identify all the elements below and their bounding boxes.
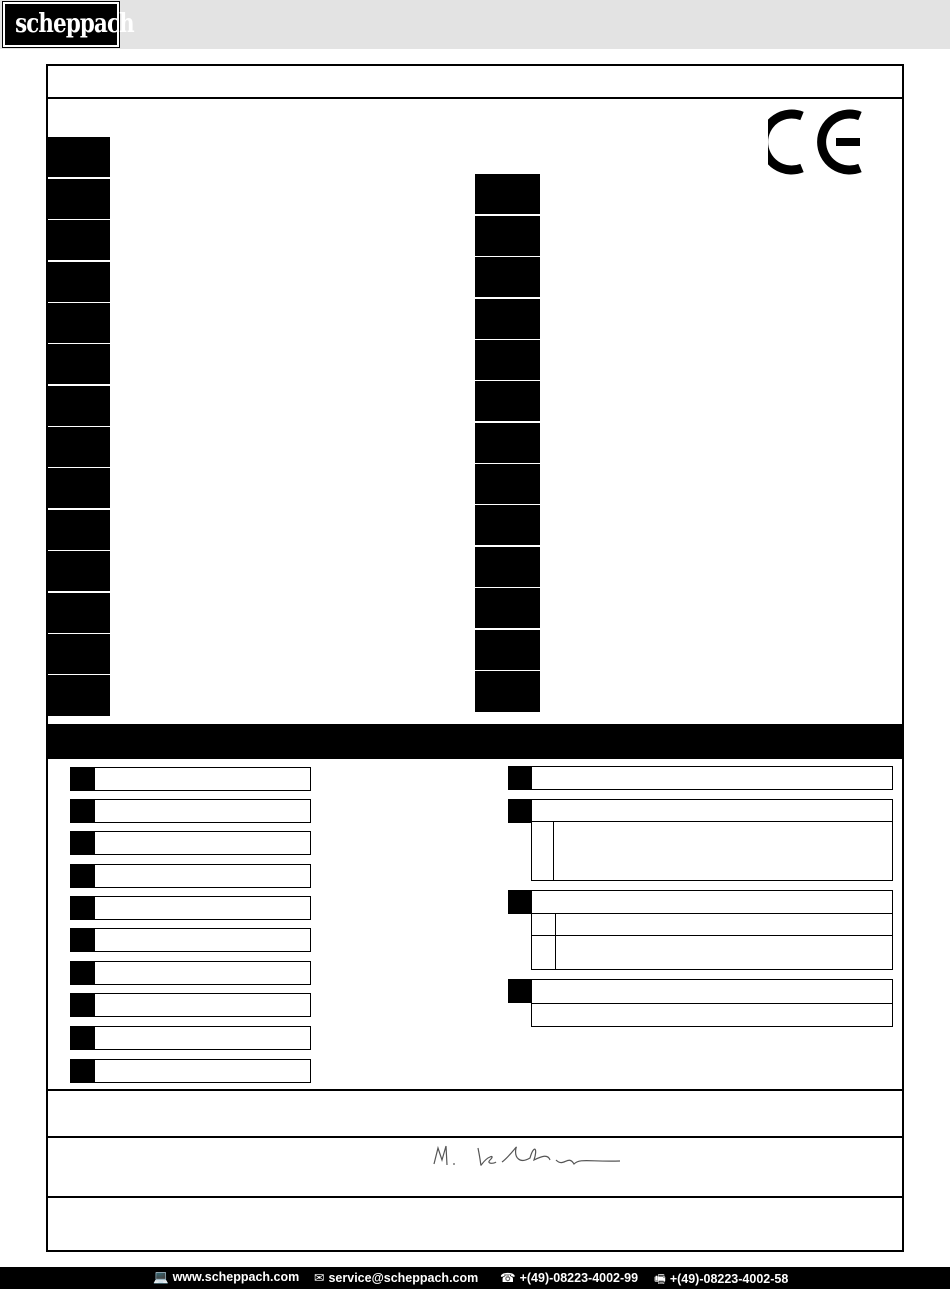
language-block: [48, 468, 110, 508]
title-divider: [46, 97, 904, 99]
section-divider: [46, 1089, 904, 1091]
directive-field: [94, 896, 311, 920]
language-block: [48, 137, 110, 177]
sub-item-field: [553, 821, 893, 881]
directive-field: [531, 799, 893, 822]
footer-bar: [0, 1267, 950, 1289]
language-block: [48, 551, 110, 591]
directive-field: [94, 799, 311, 823]
directive-checkbox: [508, 890, 532, 914]
directive-checkbox: [508, 766, 532, 790]
directive-field: [531, 890, 893, 914]
language-block: [48, 675, 110, 716]
directive-field: [531, 1003, 893, 1027]
language-block: [475, 216, 540, 256]
website-text: www.scheppach.com: [172, 1270, 300, 1284]
directive-checkbox: [70, 799, 94, 823]
mail-icon: ✉: [314, 1271, 325, 1285]
language-block: [475, 547, 540, 587]
directive-band: [48, 724, 902, 759]
signature: [430, 1138, 624, 1178]
language-block: [48, 386, 110, 426]
language-block: [48, 510, 110, 550]
sub-item-field: [555, 935, 893, 970]
directive-field: [94, 864, 311, 888]
sub-item-marker: [531, 821, 554, 881]
language-block: [475, 630, 540, 670]
ce-mark: [768, 108, 864, 176]
directive-field: [94, 767, 311, 791]
directive-field: [94, 993, 311, 1017]
language-block: [475, 423, 540, 463]
telephone-icon: ☎: [500, 1271, 516, 1285]
directive-checkbox: [70, 767, 94, 791]
language-block: [475, 299, 540, 339]
directive-field: [531, 979, 893, 1004]
directive-checkbox: [70, 831, 94, 855]
brand-logo: [3, 2, 134, 47]
directive-field: [94, 928, 311, 952]
language-block: [48, 634, 110, 674]
footer-fax: [654, 1270, 788, 1291]
directive-field: [94, 1026, 311, 1050]
fax-text: +(49)-08223-4002-58: [669, 1272, 789, 1286]
language-block: [475, 464, 540, 504]
sub-item-marker: [531, 935, 556, 970]
sub-item-field: [555, 913, 893, 936]
phone-text: +(49)-08223-4002-99: [519, 1271, 639, 1285]
directive-checkbox: [70, 896, 94, 920]
directive-field: [94, 1059, 311, 1083]
logo-text: scheppach: [15, 9, 134, 39]
header-bar: [0, 0, 950, 49]
directive-field: [94, 961, 311, 985]
footer-website[interactable]: [153, 1270, 299, 1285]
directive-field: [531, 766, 893, 790]
directive-checkbox: [70, 1059, 94, 1083]
language-block: [48, 427, 110, 467]
language-block: [475, 174, 540, 214]
footer-email[interactable]: [314, 1270, 478, 1285]
directive-checkbox: [508, 979, 532, 1003]
language-block: [475, 340, 540, 380]
directive-field: [94, 831, 311, 855]
language-block: [475, 505, 540, 545]
fax-icon: 🖷: [654, 1272, 666, 1286]
directive-checkbox: [70, 1026, 94, 1050]
language-block: [48, 344, 110, 384]
language-block: [48, 220, 110, 260]
footer-phone[interactable]: [500, 1270, 638, 1285]
directive-checkbox: [70, 993, 94, 1017]
language-block: [48, 179, 110, 219]
directive-checkbox: [508, 799, 532, 823]
language-block: [475, 381, 540, 421]
language-block: [48, 262, 110, 302]
language-block: [48, 593, 110, 633]
language-block: [48, 303, 110, 343]
computer-icon: 💻: [153, 1270, 169, 1284]
language-block: [475, 257, 540, 297]
email-text: service@scheppach.com: [328, 1271, 479, 1285]
sub-item-marker: [531, 913, 556, 936]
directive-checkbox: [70, 864, 94, 888]
language-block: [475, 588, 540, 628]
language-block: [475, 671, 540, 712]
directive-checkbox: [70, 961, 94, 985]
directive-checkbox: [70, 928, 94, 952]
section-divider: [46, 1196, 904, 1198]
